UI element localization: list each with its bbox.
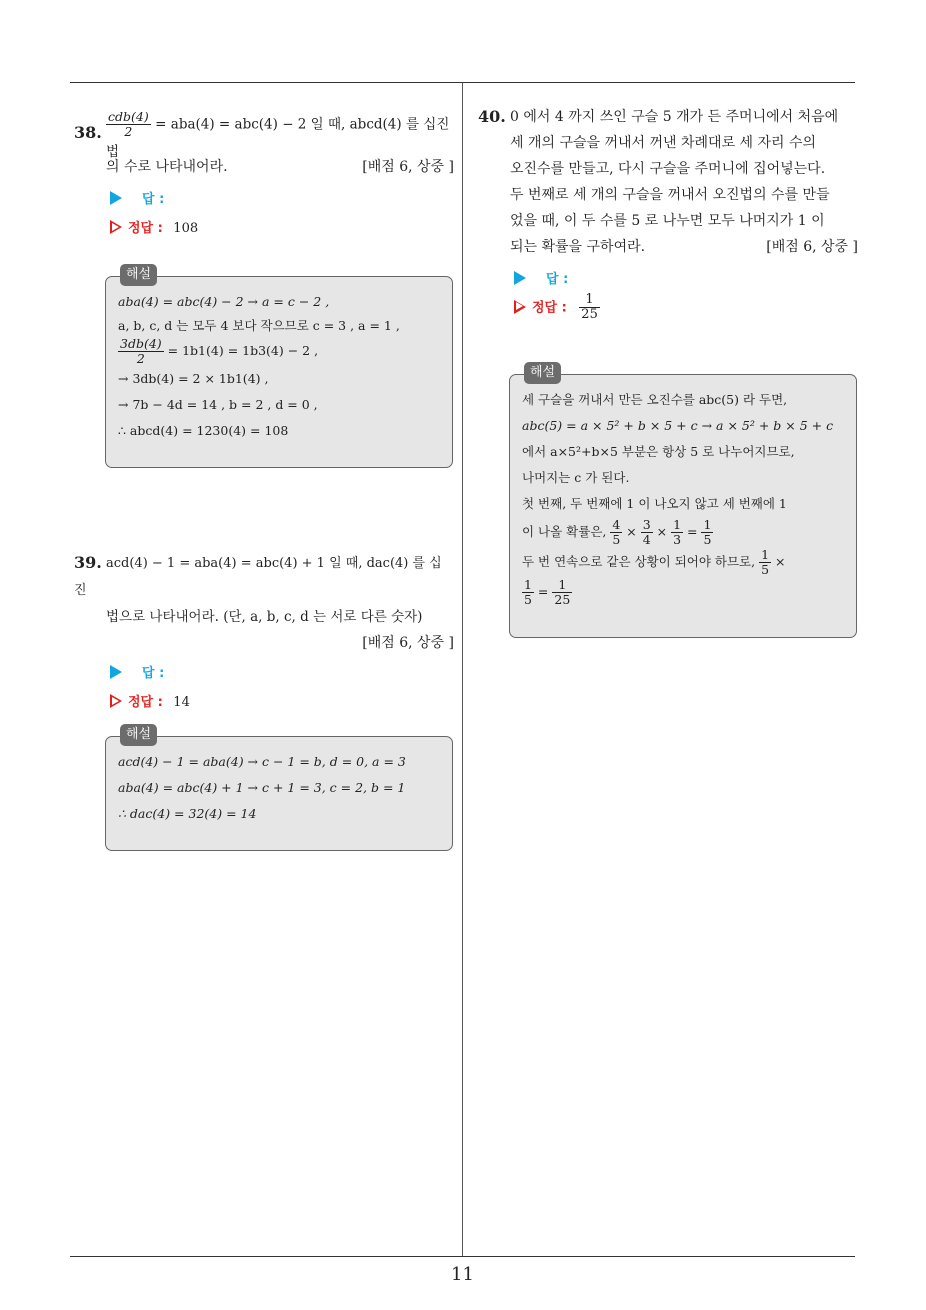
explain-line: → 3db(4) = 2 × 1b1(4) , [118,371,269,386]
question-text: 법으로 나타내어라. (단, a, b, c, d 는 서로 다른 숫자) [106,609,423,625]
score-meta: [배점 6, 상중 ] [362,159,454,175]
explain-final-line2: $\frac{1}{5}$ = $\frac{1}{25}$ [524,577,571,607]
outline-arrow-icon [110,220,122,234]
fraction: $\frac{1}{25}$ [554,577,571,607]
question-40-line [478,104,858,130]
question-39-line1 [74,550,454,604]
explain-line: a, b, c, d 는 모두 4 보다 작으므로 c = 3 , a = 1 , [118,318,400,333]
correct-value: 108 [173,221,199,236]
fraction: $\frac{3db(4)}{2}$ [120,336,162,366]
question-text: 두 번째로 세 개의 구슬을 꺼내서 오진법의 수를 만들 [510,187,830,203]
explain-line: aba(4) = abc(4) + 1 → c + 1 = 3, c = 2, b = 1 [118,780,406,795]
fraction: $\frac{\text{cdb(4)}}{2}$ [108,109,149,139]
fraction: $\frac{3}{4}$ [642,517,651,547]
explain-line: abc(5) = a × 5² + b × 5 + c → a × 5² + b × 5 + c [522,418,834,433]
fraction: $\frac{1}{5}$ [761,547,770,577]
explain-prob-line: 이 나올 확률은, $\frac{4}{5}$ × $\frac{3}{4}$ × $\frac{1}{3}$ = $\frac{1}{5}$ [522,517,712,547]
score-meta: [배점 6, 상중 ] [766,239,858,255]
question-text: 의 수로 나타내어라. [106,159,228,175]
answer-row[interactable] [74,662,454,685]
question-40 [478,104,858,322]
question-text: acd(4) − 1 = aba(4) = abc(4) + 1 일 때, dac(4) 를 십진 [74,556,442,598]
outline-arrow-icon [110,694,122,708]
question-40-lastline [478,234,858,260]
correct-answer-row [478,293,858,322]
explain-line-frac: $\frac{3db(4)}{2}$ = 1b1(4) = 1b3(4) − 2 , [120,336,319,366]
explanation-box-40 [509,374,857,638]
outline-arrow-icon [514,300,526,314]
explain-line: acd(4) − 1 = aba(4) → c − 1 = b, d = 0, a = 3 [118,754,406,769]
answer-label: 답 : [142,192,165,207]
question-text: 었을 때, 이 두 수를 5 로 나누면 모두 나머지가 1 이 [510,213,825,229]
correct-answer-row [74,217,454,240]
fraction: $\frac{1}{5}$ [703,517,712,547]
fraction: $\frac{4}{5}$ [612,517,621,547]
explain-line: → 7b − 4d = 14 , b = 2 , d = 0 , [118,397,318,412]
explain-line: 나머지는 c 가 된다. [522,470,630,485]
question-number: 38. [74,123,102,142]
question-38-line1 [74,109,454,160]
explanation-box-39 [105,736,453,851]
column-divider [462,83,463,1256]
explain-line: 에서 a×5²+b×5 부분은 항상 5 로 나누어지므로, [522,444,795,459]
fraction: $\frac{1}{5}$ [524,577,532,607]
question-number: 40. [478,107,506,126]
explanation-box-38 [105,276,453,468]
question-38 [74,110,454,240]
explanation-tag: 해설 [120,724,157,746]
question-38-line2 [74,154,454,180]
score-meta: [배점 6, 상중 ] [362,635,454,651]
question-text: = aba(4) = abc(4) − 2 일 때, abcd(4) 를 십진법 [106,116,450,160]
question-text: 되는 확률을 구하여라. [510,239,646,255]
question-39-line2 [74,604,454,630]
explain-line: 세 구슬을 꺼내서 만든 오진수를 abc(5) 라 두면, [522,392,788,407]
answer-row[interactable] [74,188,454,211]
correct-label: 정답 : [128,695,163,710]
answer-label: 답 : [546,272,569,287]
question-39 [74,550,454,714]
answer-label: 답 : [142,666,165,681]
play-arrow-icon [110,665,122,679]
explain-line: aba(4) = abc(4) − 2 → a = c − 2 , [118,294,330,309]
explain-final-line: 두 번 연속으로 같은 상황이 되어야 하므로, $\frac{1}{5}$ × [522,547,786,577]
explanation-tag: 해설 [524,362,561,384]
play-arrow-icon [514,271,526,285]
question-text: 0 에서 4 까지 쓰인 구슬 5 개가 든 주머니에서 처음에 [510,109,839,125]
correct-fraction: $\frac{1}{25}$ [581,292,598,322]
correct-label: 정답 : [532,300,567,316]
fraction: $\frac{1}{3}$ [673,517,682,547]
question-text: 세 개의 구슬을 꺼내서 꺼낸 차례대로 세 자리 수의 [510,135,817,151]
question-number: 39. [74,553,102,572]
question-text: 오진수를 만들고, 다시 구슬을 주머니에 집어넣는다. [510,161,826,177]
explain-line: ∴ abcd(4) = 1230(4) = 108 [118,423,289,438]
correct-value: 14 [173,695,190,710]
explanation-tag: 해설 [120,264,157,286]
explain-line: 첫 번째, 두 번째에 1 이 나오지 않고 세 번째에 1 [522,496,787,511]
play-arrow-icon [110,191,122,205]
answer-row[interactable] [478,268,858,291]
correct-answer-row [74,691,454,714]
page-number: 11 [451,1264,474,1285]
bottom-rule [70,1256,855,1257]
explain-line: ∴ dac(4) = 32(4) = 14 [118,806,257,821]
correct-label: 정답 : [128,221,163,236]
